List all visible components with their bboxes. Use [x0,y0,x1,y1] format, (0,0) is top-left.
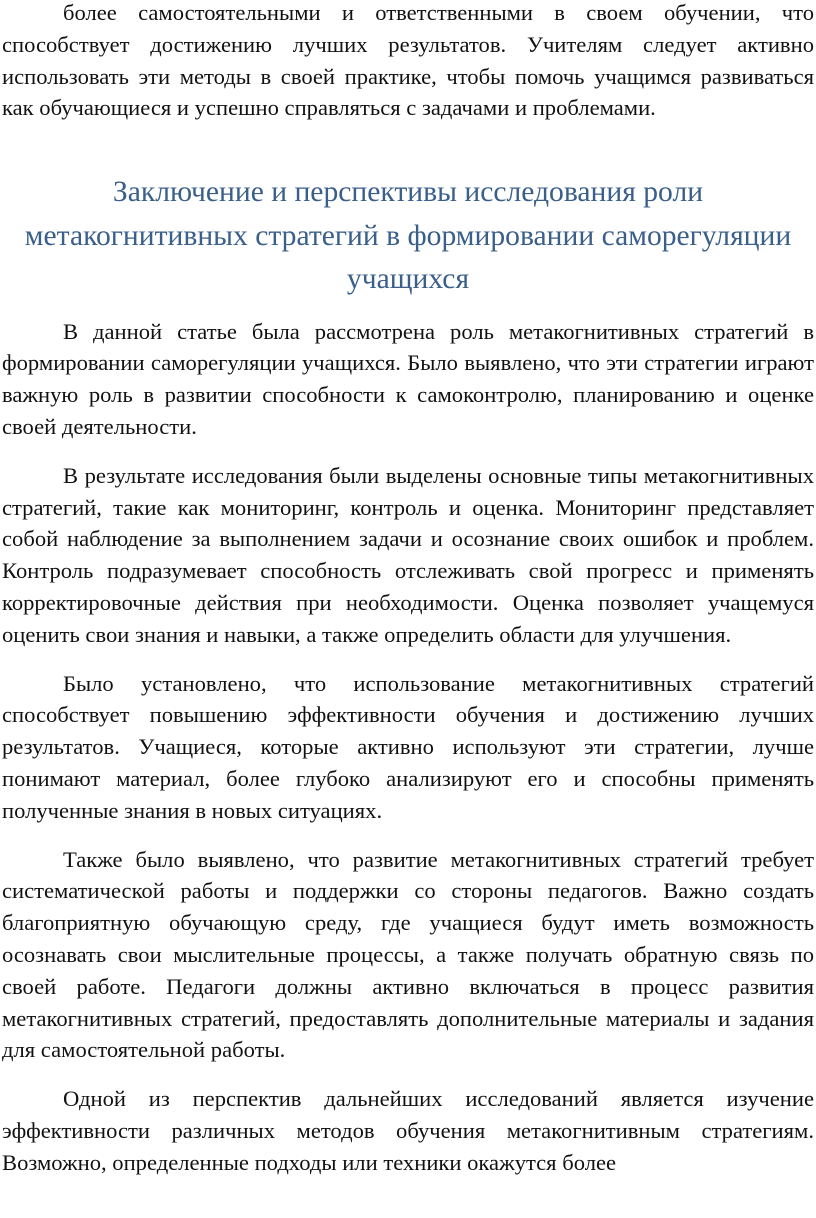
paragraph-continuation: более самостоятельными и ответственными в своем обучении, что способствует достижению лучших результатов. Учителям следует активно использовать эти методы в своей практике, чтобы помочь учащимся развиваться как обучающиеся и успешно справляться с задачами и проблемами. [2,0,814,121]
paragraph-intro: В данной статье была рассмотрена роль метакогнитивных стратегий в формировании саморегуляции учащихся. Было выявлено, что эти стратегии играют важную роль в развитии способности к самоконтролю, планированию и оценке своей деятельности. [2,318,814,440]
paragraph-teacher-support: Также было выявлено, что развитие метакогнитивных стратегий требует систематической работы и поддержки со стороны педагогов. Важно создать благоприятную обучающую среду, где учащиеся будут иметь возможность осознавать свои мыслительные процессы, а также получать обратную связь по своей работе. Педагоги должны активно включаться в процесс развития метакогнитивных стратегий, предоставлять дополнительные материалы и задания для самостоятельной работы. [2,846,814,1063]
paragraph-strategy-types: В результате исследования были выделены основные типы метакогнитивных стратегий, такие как мониторинг, контроль и оценка. Мониторинг представляет собой наблюдение за выполнением задачи и осознание своих ошибок и проблем. Контроль подразумевает способность отслеживать свой прогресс и применять корректировочные действия при необходимости. Оценка позволяет учащемуся оценить свои знания и навыки, а также определить области для улучшения. [2,462,814,647]
section-heading: Заключение и перспективы исследования роли метакогнитивных стратегий в формировании саморегуляции учащихся [24,176,792,296]
paragraph-perspectives: Одной из перспектив дальнейших исследований является изучение эффективности различных методов обучения метакогнитивным стратегиям. Возможно, определенные подходы или техники окажутся более [2,1086,814,1175]
paragraph-effectiveness: Было установлено, что использование метакогнитивных стратегий способствует повышению эффективности обучения и достижению лучших результатов. Учащиеся, которые активно используют эти стратегии, лучше понимают материал, более глубоко анализируют его и способны применять полученные знания в новых ситуациях. [2,670,814,823]
